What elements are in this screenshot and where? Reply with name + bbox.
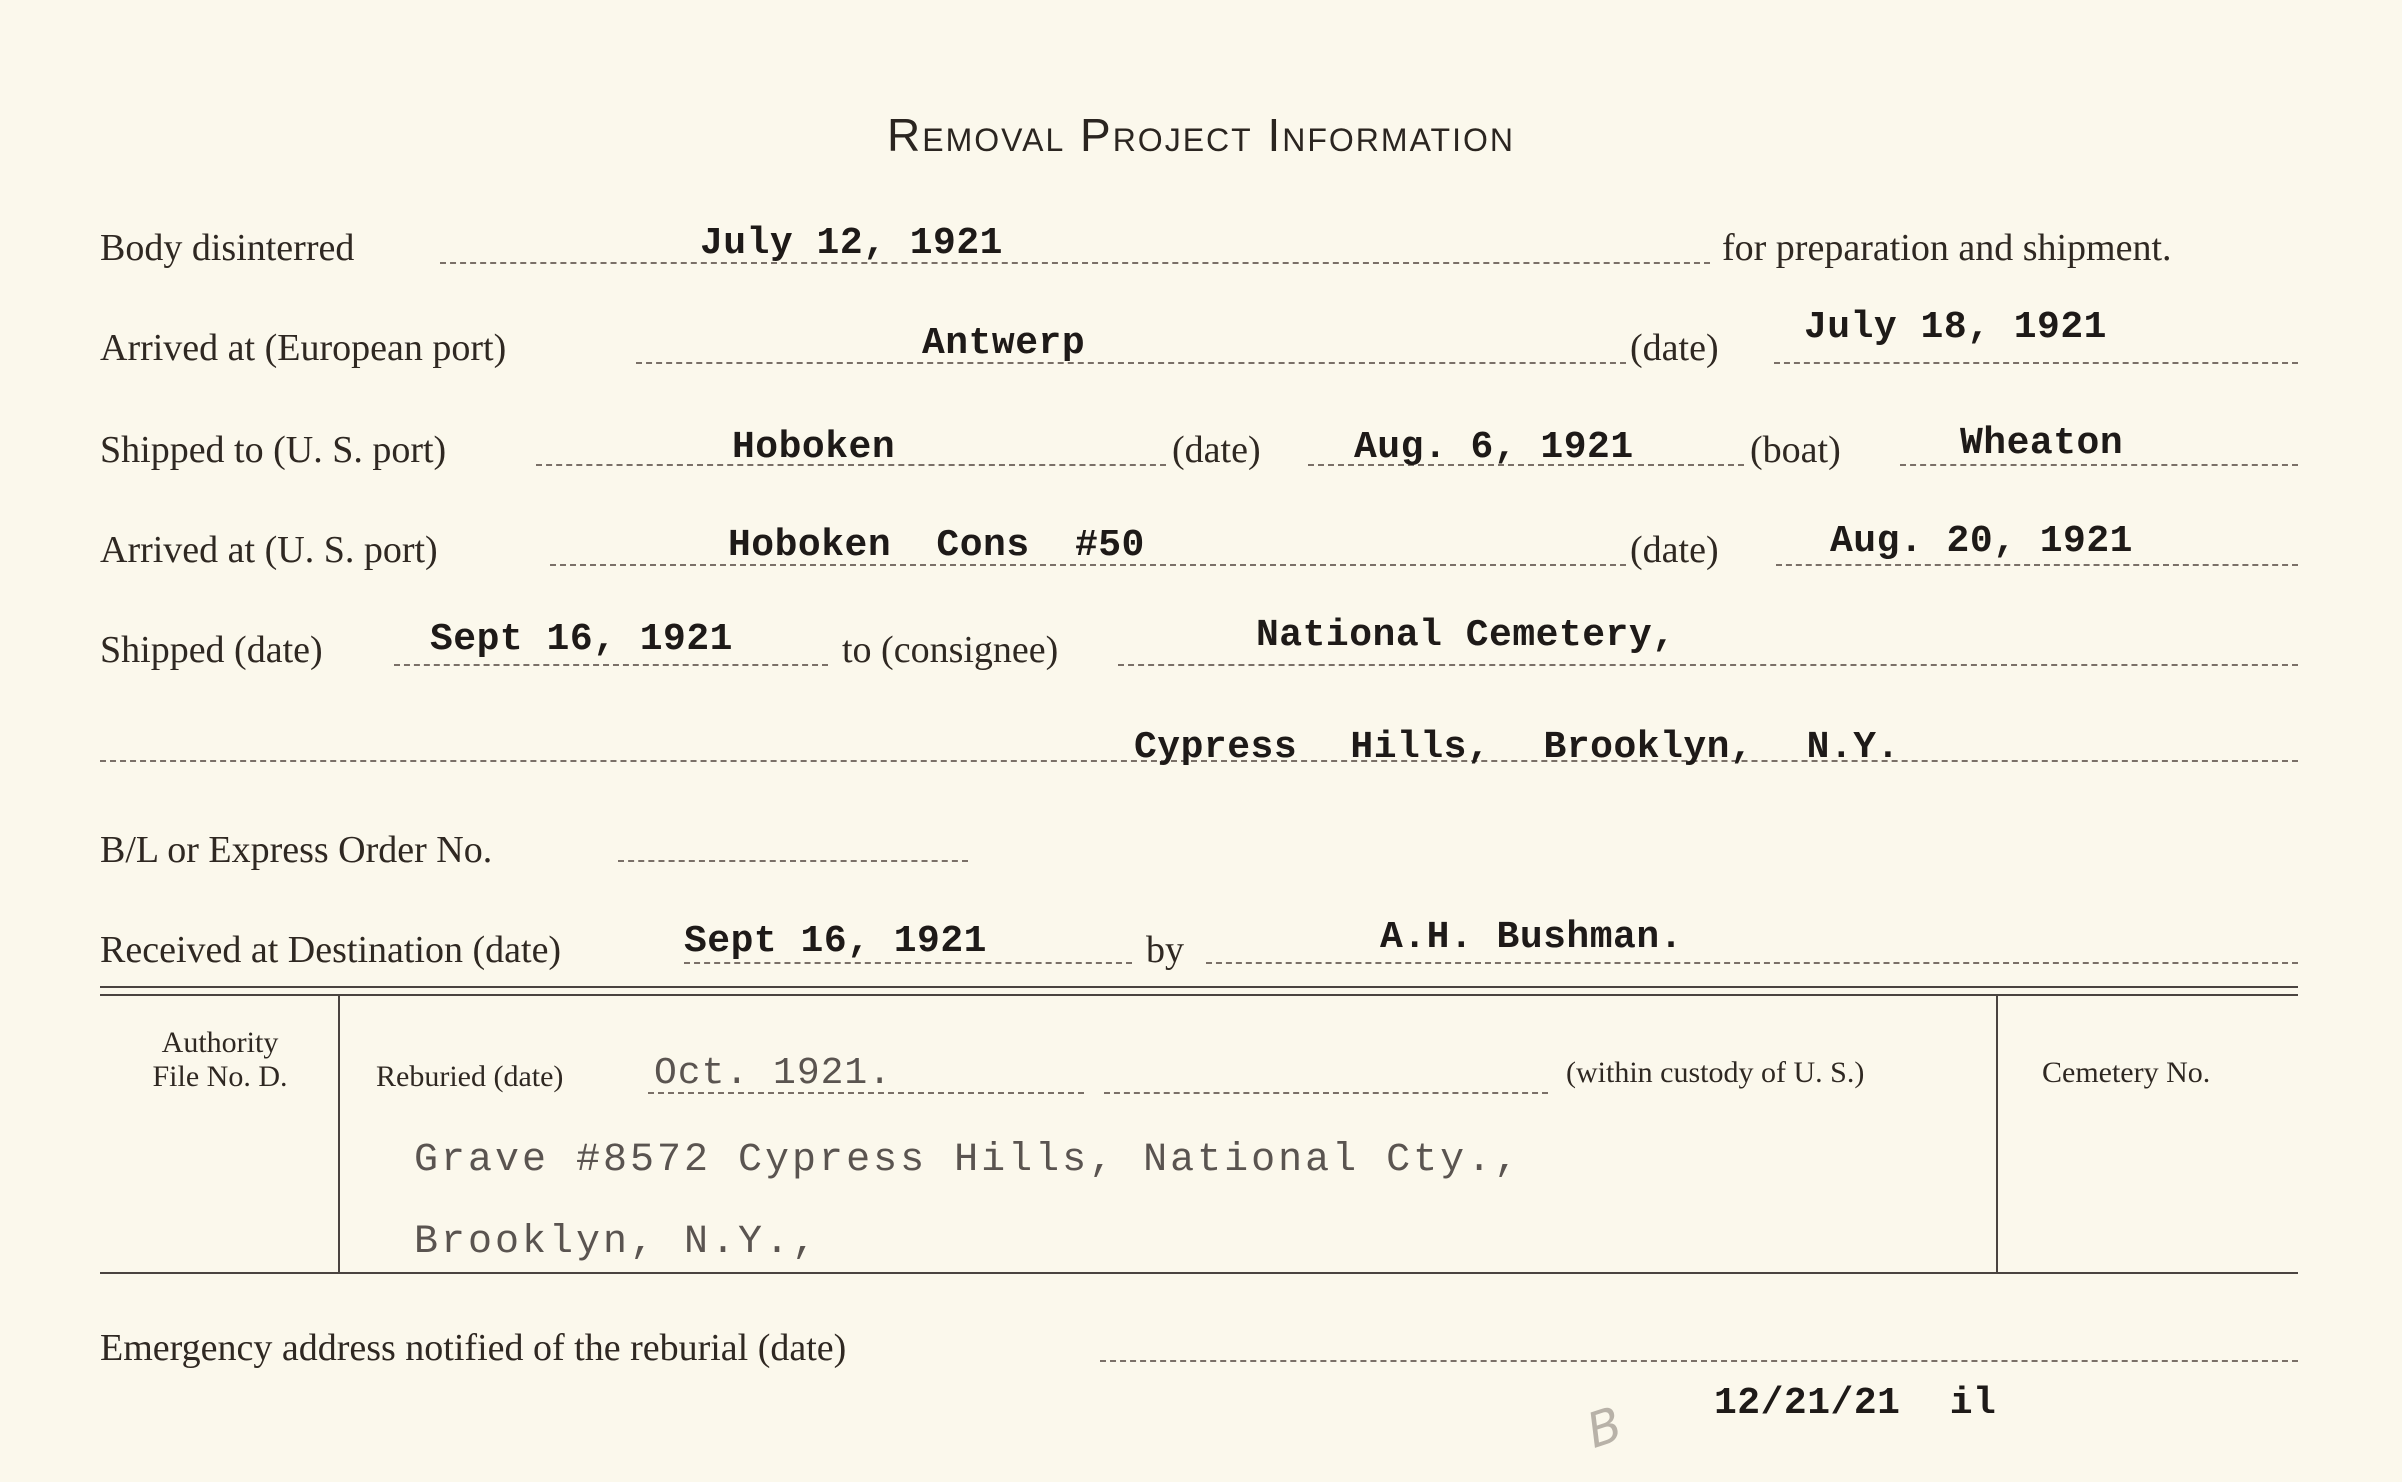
value-us-arrival-date: Aug. 20, 1921 [1830,520,2133,563]
page-title: Removal Project Information [887,109,1515,161]
value-grave-line1: Grave #8572 Cypress Hills, National Cty., [414,1138,1522,1183]
label-arrived-us: Arrived at (U. S. port) [100,529,438,571]
value-consignee-line2: Cypress Hills, Brooklyn, N.Y. [1134,726,1900,769]
label-date-us-ship: (date) [1172,429,1261,471]
box-divider-left [338,996,340,1272]
label-file-no: File No. D. [152,1060,288,1093]
value-us-port-shipped: Hoboken [732,426,896,469]
label-boat: (boat) [1750,429,1841,471]
field-line-european-port [636,362,1626,364]
value-disinterred-date: July 12, 1921 [700,222,1003,265]
box-divider-right [1996,996,1998,1272]
field-line-emergency [1100,1360,2298,1362]
field-line-disinterred [440,262,1710,264]
box-bottom-rule [100,1272,2298,1274]
value-grave-line2: Brooklyn, N.Y., [414,1220,820,1265]
label-shipped-date: Shipped (date) [100,629,323,671]
box-top-rule-2 [100,994,2298,996]
label-date-european: (date) [1630,327,1719,369]
value-received-date: Sept 16, 1921 [684,920,987,963]
label-received-destination: Received at Destination (date) [100,929,562,971]
value-shipped-date: Sept 16, 1921 [430,618,733,661]
value-us-ship-date: Aug. 6, 1921 [1354,426,1634,469]
field-line-reburied-extra [1104,1092,1548,1094]
value-european-port: Antwerp [922,322,1086,365]
field-line-received-by [1206,962,2298,964]
label-date-us-arrival: (date) [1630,529,1719,571]
value-european-date: July 18, 1921 [1804,306,2107,349]
field-line-shipped-date [394,664,828,666]
value-received-by: A.H. Bushman. [1380,916,1683,959]
field-line-european-date [1774,362,2298,364]
field-line-bl-express [618,860,968,862]
label-within-custody: (within custody of U. S.) [1566,1056,1865,1089]
label-shipped-us: Shipped to (U. S. port) [100,429,447,471]
value-us-port-arrived: Hoboken Cons #50 [728,524,1145,567]
value-consignee-line1: National Cemetery, [1256,614,1676,657]
pencil-mark: B [1580,1396,1629,1460]
label-emergency: Emergency address notified of the reburial (date) [100,1327,847,1369]
label-reburied-date: Reburied (date) [376,1060,564,1093]
label-for-preparation: for preparation and shipment. [1722,227,2172,269]
label-cemetery-no: Cemetery No. [2042,1056,2211,1089]
value-emergency-date: 12/21/21 il [1714,1382,1997,1425]
label-by: by [1146,929,1184,971]
label-authority: Authority [161,1026,279,1059]
value-reburied-date: Oct. 1921. [654,1052,893,1095]
box-top-rule-1 [100,986,2298,988]
field-line-consignee [1118,664,2298,666]
label-body-disinterred: Body disinterred [100,227,355,269]
value-boat: Wheaton [1960,422,2124,465]
label-to-consignee: to (consignee) [842,629,1059,671]
field-line-us-arrival-date [1776,564,2298,566]
label-bl-express: B/L or Express Order No. [100,829,493,871]
label-arrived-european: Arrived at (European port) [100,327,507,369]
